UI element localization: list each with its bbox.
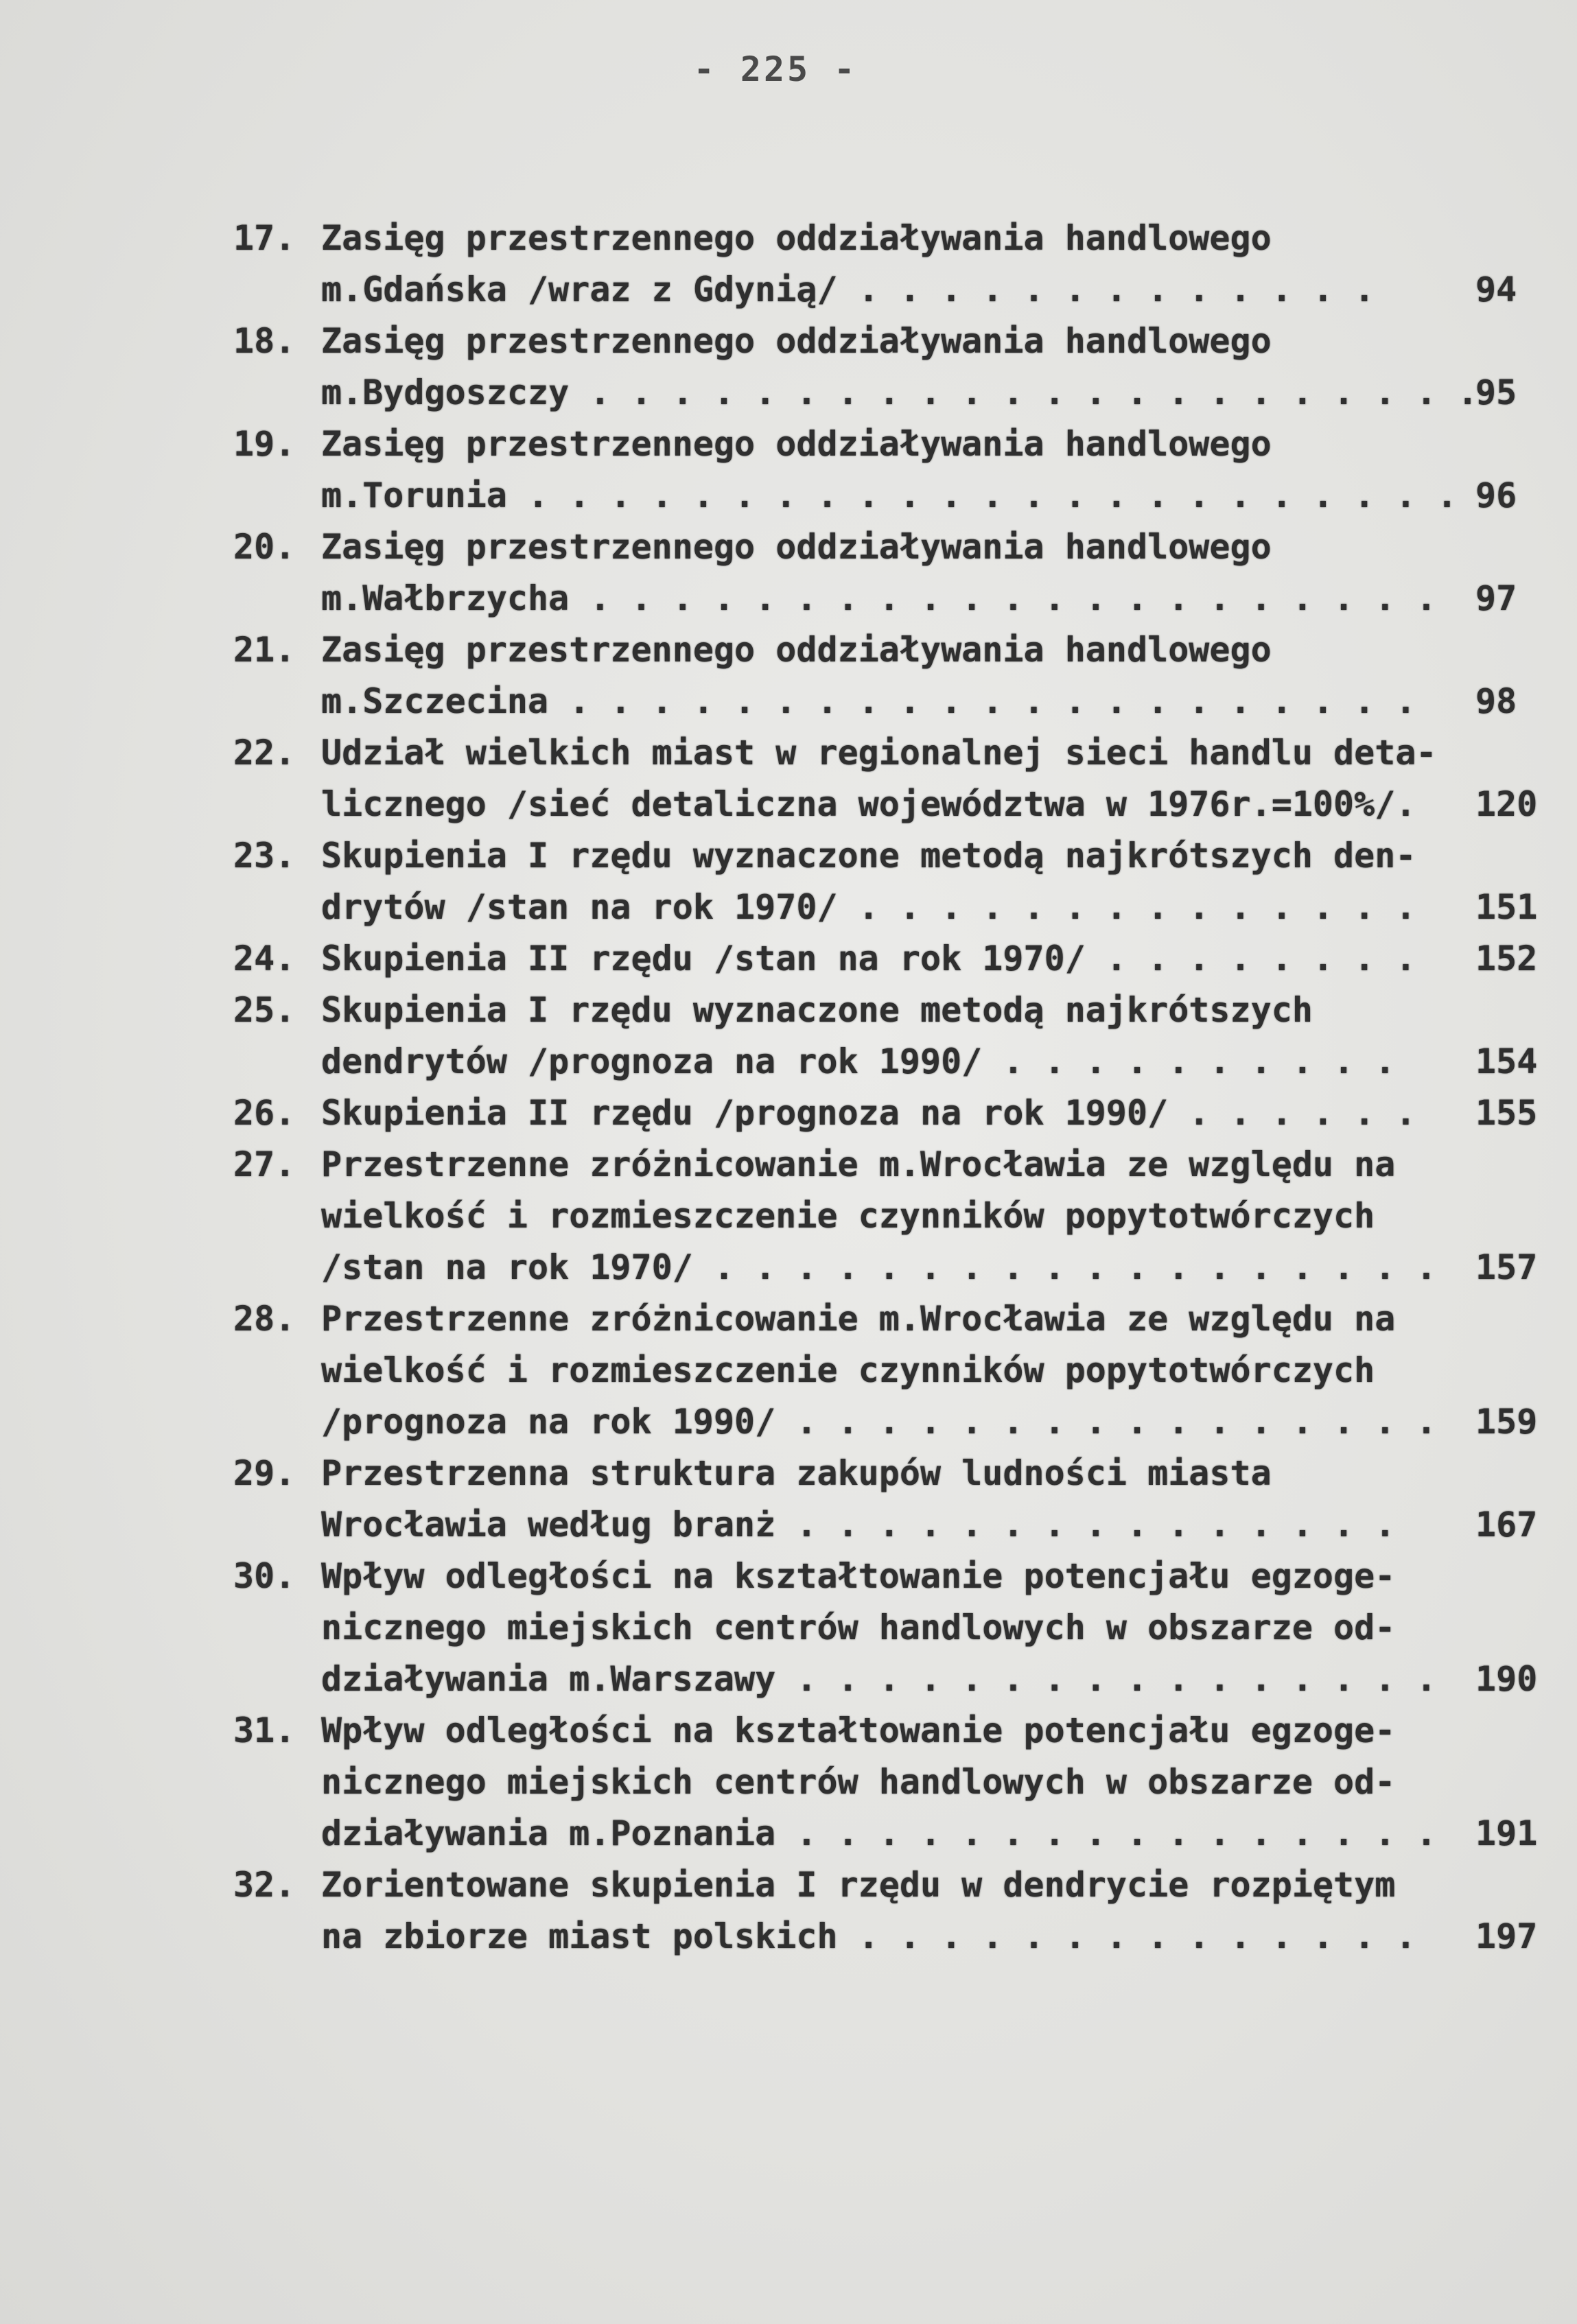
toc-entry-text: /prognoza na rok 1990/ . . . . . . . . . . . . . . . . (321, 1402, 1437, 1442)
toc-line (233, 470, 1537, 521)
toc-entry (233, 316, 1537, 419)
toc-entry-text: działywania m.Warszawy . . . . . . . . . . . . . . . . (321, 1659, 1437, 1699)
toc-line (233, 419, 1537, 470)
toc-entry (233, 624, 1537, 727)
toc-line (233, 1036, 1537, 1088)
toc-line (233, 830, 1537, 882)
toc-entry-number: 26. (233, 1093, 296, 1133)
toc-line (233, 1190, 1537, 1242)
toc-entry-text: Udział wielkich miast w regionalnej sieci handlu deta- (321, 733, 1437, 773)
toc-line (233, 933, 1537, 985)
toc-entry-text: Zasięg przestrzennego oddziaływania handlowego (321, 218, 1272, 258)
toc-entry-page: 154 (1475, 1042, 1538, 1081)
toc-line (233, 1139, 1537, 1190)
toc-entry (233, 1139, 1537, 1293)
table-of-contents (233, 213, 1537, 1962)
toc-line (233, 1808, 1537, 1859)
toc-entry-page: 159 (1475, 1402, 1538, 1442)
toc-entry-text: Przestrzenne zróżnicowanie m.Wrocławia ze względu na (321, 1145, 1396, 1184)
toc-line (233, 367, 1537, 419)
toc-entry-number: 31. (233, 1711, 296, 1750)
toc-line (233, 1654, 1537, 1705)
toc-entry-text: wielkość i rozmieszczenie czynników popytotwórczych (321, 1350, 1375, 1390)
toc-entry-page: 167 (1475, 1505, 1538, 1545)
toc-entry-page: 157 (1475, 1247, 1538, 1287)
toc-entry-number: 30. (233, 1556, 296, 1596)
toc-entry-text: Zasięg przestrzennego oddziaływania handlowego (321, 630, 1272, 670)
toc-entry-page: 155 (1475, 1093, 1538, 1133)
toc-entry-page: 97 (1475, 578, 1517, 618)
toc-entry-text: na zbiorze miast polskich . . . . . . . . . . . . . . (321, 1916, 1416, 1956)
toc-line (233, 213, 1537, 264)
toc-entry (233, 1705, 1537, 1859)
toc-entry-text: działywania m.Poznania . . . . . . . . . . . . . . . . (321, 1814, 1437, 1853)
toc-entry-text: Przestrzenna struktura zakupów ludności miasta (321, 1453, 1272, 1493)
toc-entry-text: Wrocławia według branż . . . . . . . . . . . . . . . (321, 1505, 1396, 1545)
toc-entry-text: m.Szczecina . . . . . . . . . . . . . . . . . . . . . (321, 681, 1416, 721)
toc-entry-text: m.Bydgoszczy . . . . . . . . . . . . . . . . . . . . . . (321, 373, 1478, 412)
toc-entry-number: 20. (233, 527, 296, 567)
toc-entry-text: Skupienia I rzędu wyznaczone metodą najkrótszych (321, 990, 1313, 1030)
toc-entry-text: Skupienia II rzędu /stan na rok 1970/ . . . . . . . . (321, 939, 1416, 978)
toc-entry-text: m.Torunia . . . . . . . . . . . . . . . . . . . . . . . (321, 476, 1458, 515)
toc-entry-text: Skupienia II rzędu /prognoza na rok 1990/ . . . . . . (321, 1093, 1416, 1133)
toc-entry-text: wielkość i rozmieszczenie czynników popytotwórczych (321, 1196, 1375, 1236)
toc-line (233, 1705, 1537, 1757)
toc-line (233, 521, 1537, 573)
page-number: - 225 - (693, 49, 858, 89)
toc-entry (233, 830, 1537, 933)
toc-entry-text: Zasięg przestrzennego oddziaływania handlowego (321, 321, 1272, 361)
toc-line (233, 676, 1537, 727)
toc-entry-number: 29. (233, 1453, 296, 1493)
toc-entry-text: nicznego miejskich centrów handlowych w obszarze od- (321, 1762, 1396, 1802)
toc-entry-number: 32. (233, 1865, 296, 1905)
toc-entry-text: Wpływ odległości na kształtowanie potencjału egzoge- (321, 1556, 1396, 1596)
toc-entry-number: 23. (233, 836, 296, 876)
toc-entry-number: 28. (233, 1299, 296, 1339)
toc-entry-text: Przestrzenne zróżnicowanie m.Wrocławia ze względu na (321, 1299, 1396, 1339)
toc-entry (233, 727, 1537, 830)
toc-entry-page: 96 (1475, 476, 1517, 515)
toc-entry (233, 1088, 1537, 1139)
toc-entry-text: Zasięg przestrzennego oddziaływania handlowego (321, 527, 1272, 567)
toc-entry-text: Zasięg przestrzennego oddziaływania handlowego (321, 424, 1272, 464)
toc-entry-page: 95 (1475, 373, 1517, 412)
toc-entry-page: 152 (1475, 939, 1538, 978)
toc-line (233, 1551, 1537, 1602)
toc-line (233, 779, 1537, 830)
toc-entry-text: licznego /sieć detaliczna województwa w 1976r.=100%/. (321, 784, 1416, 824)
toc-entry-text: Zorientowane skupienia I rzędu w dendrycie rozpiętym (321, 1865, 1396, 1905)
toc-line (233, 264, 1537, 316)
toc-line (233, 1345, 1537, 1396)
toc-entry (233, 1293, 1537, 1448)
toc-entry (233, 1448, 1537, 1551)
toc-entry-number: 27. (233, 1145, 296, 1184)
toc-line (233, 1448, 1537, 1499)
toc-entry-text: nicznego miejskich centrów handlowych w obszarze od- (321, 1608, 1396, 1647)
toc-entry-text: Wpływ odległości na kształtowanie potencjału egzoge- (321, 1711, 1396, 1750)
toc-entry-page: 120 (1475, 784, 1538, 824)
toc-line (233, 1242, 1537, 1293)
toc-line (233, 727, 1537, 779)
toc-line (233, 1396, 1537, 1448)
toc-line (233, 1088, 1537, 1139)
toc-entry-text: m.Wałbrzycha . . . . . . . . . . . . . . . . . . . . . (321, 578, 1437, 618)
toc-line (233, 1293, 1537, 1345)
toc-entry-text: /stan na rok 1970/ . . . . . . . . . . . . . . . . . . (321, 1247, 1437, 1287)
toc-entry-number: 22. (233, 733, 296, 773)
toc-line (233, 1911, 1537, 1962)
toc-entry-number: 21. (233, 630, 296, 670)
toc-entry-number: 17. (233, 218, 296, 258)
toc-entry-page: 190 (1475, 1659, 1538, 1699)
toc-line (233, 1757, 1537, 1808)
toc-entry-page: 191 (1475, 1814, 1538, 1853)
toc-entry-page: 98 (1475, 681, 1517, 721)
toc-entry-number: 19. (233, 424, 296, 464)
toc-entry-number: 25. (233, 990, 296, 1030)
toc-line (233, 1499, 1537, 1551)
toc-entry-text: Skupienia I rzędu wyznaczone metodą najkrótszych den- (321, 836, 1416, 876)
toc-entry-text: drytów /stan na rok 1970/ . . . . . . . . . . . . . . (321, 887, 1416, 927)
toc-entry (233, 1859, 1537, 1962)
toc-entry-page: 151 (1475, 887, 1538, 927)
toc-entry (233, 933, 1537, 985)
toc-line (233, 573, 1537, 624)
toc-entry (233, 419, 1537, 521)
toc-entry-page: 197 (1475, 1916, 1538, 1956)
toc-entry-number: 18. (233, 321, 296, 361)
toc-entry (233, 985, 1537, 1088)
toc-line (233, 624, 1537, 676)
toc-entry (233, 213, 1537, 316)
toc-line (233, 1602, 1537, 1654)
toc-line (233, 1859, 1537, 1911)
toc-line (233, 882, 1537, 933)
toc-line (233, 985, 1537, 1036)
toc-entry-text: dendrytów /prognoza na rok 1990/ . . . . . . . . . . (321, 1042, 1396, 1081)
toc-entry-text: m.Gdańska /wraz z Gdynią/ . . . . . . . . . . . . . (321, 270, 1375, 309)
toc-entry-number: 24. (233, 939, 296, 978)
toc-line (233, 316, 1537, 367)
toc-entry (233, 521, 1537, 624)
toc-entry-page: 94 (1475, 270, 1517, 309)
toc-entry (233, 1551, 1537, 1705)
